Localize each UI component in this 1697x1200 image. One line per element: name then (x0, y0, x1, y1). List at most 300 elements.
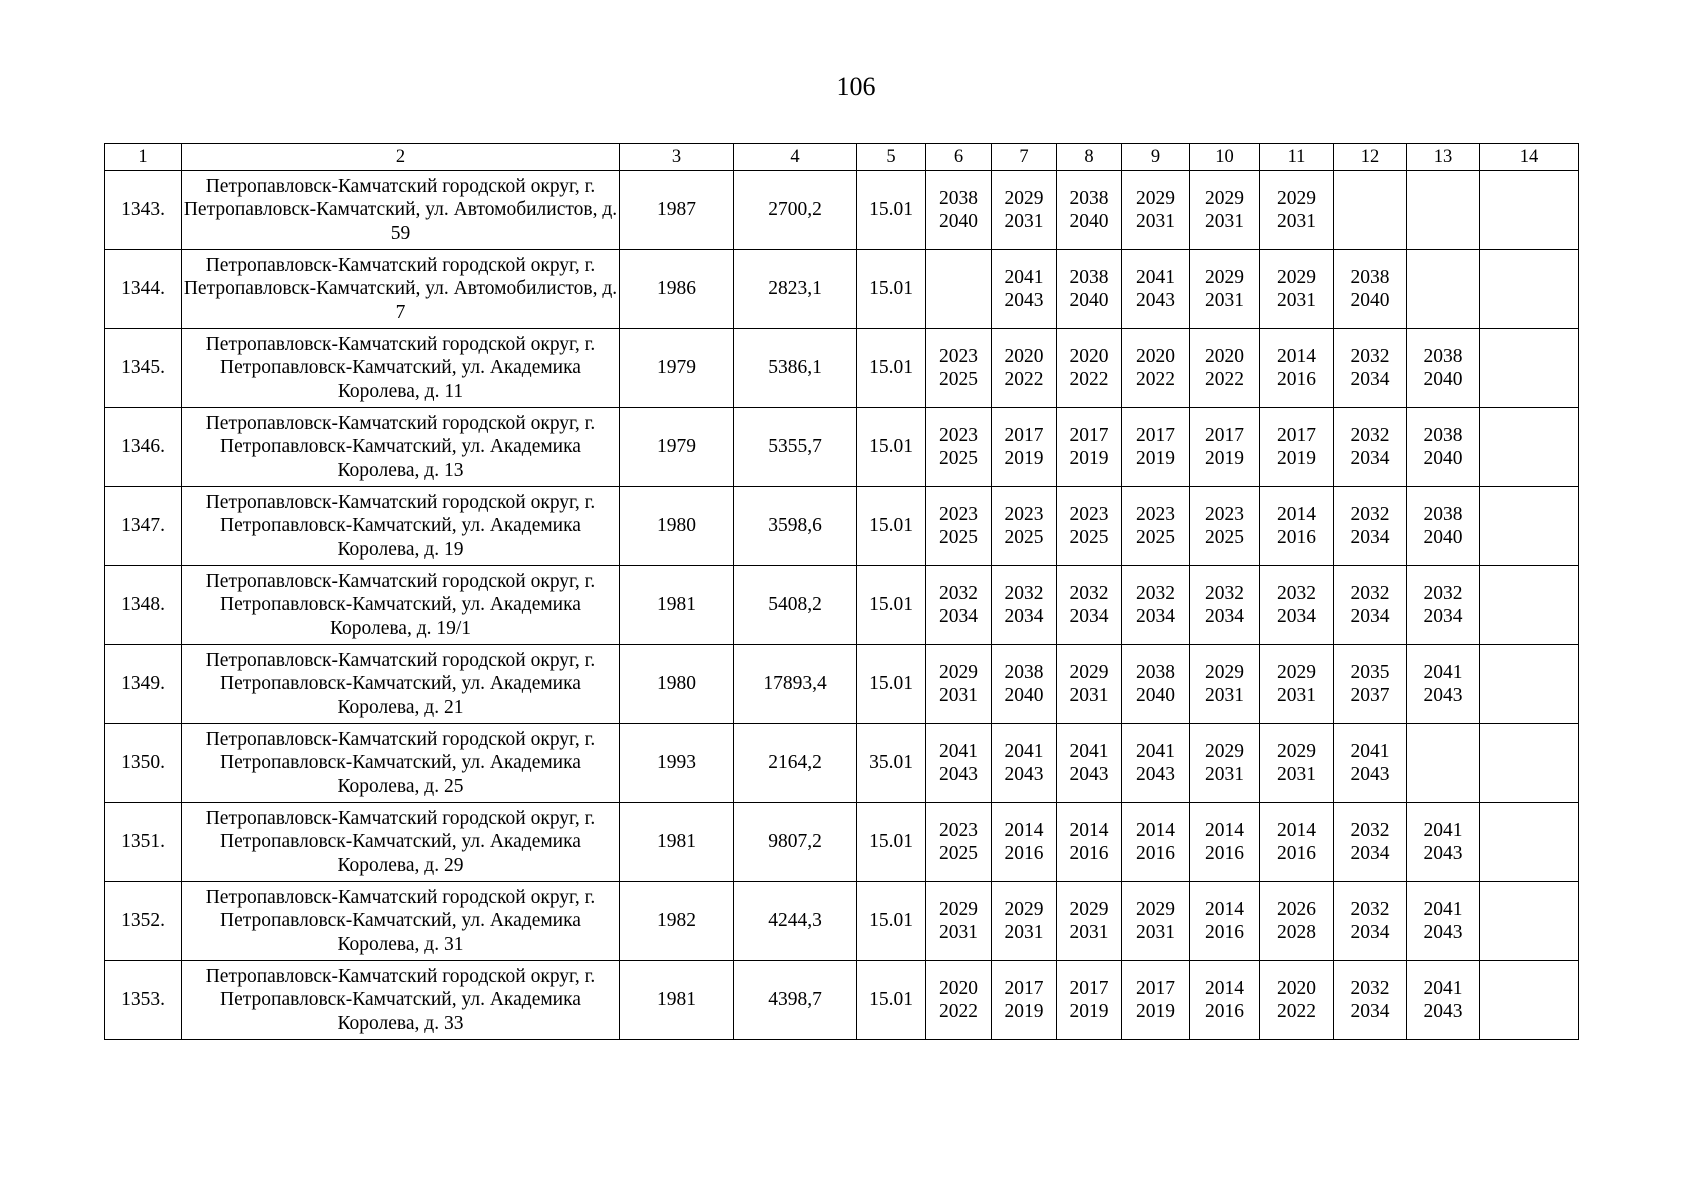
term-end: 2019 (1069, 1001, 1109, 1022)
term-end: 2031 (1205, 211, 1244, 232)
year-cell: 1979 (620, 329, 734, 408)
column-header: 9 (1122, 144, 1190, 171)
code-cell: 15.01 (857, 408, 926, 487)
term-start: 2032 (1350, 819, 1390, 841)
table-row (105, 329, 1579, 408)
table-row (105, 408, 1579, 487)
term-cell (992, 882, 1057, 961)
year-cell: 1980 (620, 645, 734, 724)
term-end: 2025 (1004, 527, 1044, 548)
row-number: 1346. (105, 408, 182, 487)
term-start: 2014 (1277, 503, 1316, 525)
term-cell (1480, 329, 1579, 408)
term-start: 2038 (1069, 266, 1109, 288)
term-end: 2031 (1136, 211, 1175, 232)
term-start: 2041 (1423, 661, 1463, 683)
row-number: 1348. (105, 566, 182, 645)
term-start: 2041 (939, 740, 978, 762)
term-cell (1480, 882, 1579, 961)
term-start: 2029 (1004, 898, 1044, 920)
term-start: 2023 (939, 424, 978, 446)
term-end: 2028 (1277, 922, 1316, 943)
area-cell: 4244,3 (734, 882, 857, 961)
term-end: 2031 (1277, 290, 1316, 311)
term-end: 2043 (1350, 764, 1390, 785)
term-cell (1480, 645, 1579, 724)
term-end: 2040 (1069, 211, 1109, 232)
code-cell: 15.01 (857, 882, 926, 961)
term-cell (1480, 724, 1579, 803)
term-start: 2029 (1277, 740, 1316, 762)
term-end: 2031 (1277, 764, 1316, 785)
term-end: 2019 (1205, 448, 1244, 469)
term-cell (1057, 329, 1122, 408)
term-cell (1480, 566, 1579, 645)
row-number: 1347. (105, 487, 182, 566)
term-cell (1407, 803, 1480, 882)
term-end: 2034 (1069, 606, 1109, 627)
term-start: 2032 (1350, 503, 1390, 525)
area-cell: 5386,1 (734, 329, 857, 408)
term-start: 2014 (1205, 819, 1244, 841)
term-end: 2016 (1004, 843, 1044, 864)
term-cell (1190, 803, 1260, 882)
term-start: 2029 (1136, 187, 1175, 209)
term-end: 2022 (1069, 369, 1109, 390)
term-cell (1057, 487, 1122, 566)
term-end: 2016 (1136, 843, 1175, 864)
term-end: 2040 (939, 211, 978, 232)
term-cell (1260, 250, 1334, 329)
term-start: 2029 (1277, 187, 1316, 209)
address-cell: Петропавловск-Камчатский городской округ, г. Петропавловск-Камчатский, ул. Академика Королева, д. 19/1 (182, 566, 620, 645)
term-end: 2016 (1205, 1001, 1244, 1022)
row-number: 1349. (105, 645, 182, 724)
column-header: 4 (734, 144, 857, 171)
term-cell (1122, 250, 1190, 329)
term-cell (1407, 645, 1480, 724)
term-start: 2032 (1350, 898, 1390, 920)
term-start: 2029 (1069, 661, 1109, 683)
term-cell (1122, 171, 1190, 250)
term-cell (1057, 882, 1122, 961)
address-cell: Петропавловск-Камчатский городской округ, г. Петропавловск-Камчатский, ул. Академика Королева, д. 33 (182, 961, 620, 1040)
address-cell: Петропавловск-Камчатский городской округ, г. Петропавловск-Камчатский, ул. Академика Королева, д. 21 (182, 645, 620, 724)
term-end: 2031 (1004, 211, 1044, 232)
term-end: 2031 (1136, 922, 1175, 943)
term-end: 2022 (1277, 1001, 1316, 1022)
term-cell (926, 645, 992, 724)
term-cell (1334, 882, 1407, 961)
column-header: 11 (1260, 144, 1334, 171)
area-cell: 5408,2 (734, 566, 857, 645)
term-cell (1407, 961, 1480, 1040)
table-row (105, 803, 1579, 882)
table-row (105, 961, 1579, 1040)
column-header: 14 (1480, 144, 1579, 171)
term-start: 2038 (1423, 345, 1463, 367)
term-start: 2035 (1350, 661, 1390, 683)
term-start: 2029 (1205, 740, 1244, 762)
table-header-row (105, 144, 1579, 171)
term-cell (1407, 566, 1480, 645)
term-end: 2019 (1004, 1001, 1044, 1022)
term-cell (1334, 803, 1407, 882)
term-cell (1407, 724, 1480, 803)
term-start: 2032 (1069, 582, 1109, 604)
term-end: 2019 (1069, 448, 1109, 469)
term-cell (1260, 645, 1334, 724)
term-start: 2017 (1004, 977, 1044, 999)
address-cell: Петропавловск-Камчатский городской округ, г. Петропавловск-Камчатский, ул. Академика Королева, д. 11 (182, 329, 620, 408)
term-cell (1334, 961, 1407, 1040)
row-number: 1344. (105, 250, 182, 329)
term-end: 2040 (1004, 685, 1044, 706)
term-end: 2034 (1350, 1001, 1390, 1022)
term-end: 2034 (1350, 369, 1390, 390)
term-start: 2041 (1350, 740, 1390, 762)
row-number: 1350. (105, 724, 182, 803)
term-end: 2043 (1136, 764, 1175, 785)
term-end: 2016 (1069, 843, 1109, 864)
row-number: 1352. (105, 882, 182, 961)
term-cell (992, 566, 1057, 645)
term-end: 2040 (1136, 685, 1175, 706)
column-header: 3 (620, 144, 734, 171)
term-end: 2034 (1350, 527, 1390, 548)
code-cell: 15.01 (857, 329, 926, 408)
code-cell: 15.01 (857, 171, 926, 250)
term-cell (926, 250, 992, 329)
term-end: 2043 (1136, 290, 1175, 311)
term-cell (992, 961, 1057, 1040)
area-cell: 2164,2 (734, 724, 857, 803)
term-cell (1407, 171, 1480, 250)
row-number: 1345. (105, 329, 182, 408)
term-cell (1334, 487, 1407, 566)
code-cell: 15.01 (857, 250, 926, 329)
table-row (105, 566, 1579, 645)
term-start: 2032 (1136, 582, 1175, 604)
address-cell: Петропавловск-Камчатский городской округ, г. Петропавловск-Камчатский, ул. Академика Королева, д. 29 (182, 803, 620, 882)
term-end: 2025 (1205, 527, 1244, 548)
term-cell (1057, 645, 1122, 724)
term-start: 2020 (939, 977, 978, 999)
area-cell: 4398,7 (734, 961, 857, 1040)
term-end: 2031 (1205, 764, 1244, 785)
term-cell (1334, 645, 1407, 724)
code-cell: 15.01 (857, 645, 926, 724)
term-cell (1260, 882, 1334, 961)
term-start: 2038 (1423, 503, 1463, 525)
term-end: 2016 (1277, 843, 1316, 864)
term-cell (1260, 171, 1334, 250)
term-cell (1334, 250, 1407, 329)
column-header: 1 (105, 144, 182, 171)
term-cell (1190, 724, 1260, 803)
term-cell (1260, 724, 1334, 803)
term-start: 2023 (1069, 503, 1109, 525)
term-cell (1057, 803, 1122, 882)
term-start: 2029 (1277, 661, 1316, 683)
term-end: 2031 (1205, 685, 1244, 706)
term-cell (926, 329, 992, 408)
term-cell (1122, 803, 1190, 882)
year-cell: 1981 (620, 566, 734, 645)
term-cell (1190, 645, 1260, 724)
term-cell (926, 408, 992, 487)
column-header: 7 (992, 144, 1057, 171)
term-cell (926, 882, 992, 961)
term-cell (1260, 408, 1334, 487)
term-cell (1122, 329, 1190, 408)
term-start: 2017 (1069, 977, 1109, 999)
term-end: 2031 (1205, 290, 1244, 311)
term-cell (992, 724, 1057, 803)
column-header: 10 (1190, 144, 1260, 171)
term-start: 2023 (1136, 503, 1175, 525)
term-start: 2020 (1205, 345, 1244, 367)
term-cell (926, 566, 992, 645)
term-start: 2014 (1004, 819, 1044, 841)
year-cell: 1981 (620, 803, 734, 882)
term-cell (926, 961, 992, 1040)
column-header: 5 (857, 144, 926, 171)
term-cell (1260, 961, 1334, 1040)
term-cell (1190, 250, 1260, 329)
term-end: 2031 (1004, 922, 1044, 943)
term-start: 2041 (1004, 266, 1044, 288)
term-cell (992, 645, 1057, 724)
term-cell (1057, 961, 1122, 1040)
term-start: 2029 (939, 898, 978, 920)
term-cell (1122, 724, 1190, 803)
term-end: 2022 (1205, 369, 1244, 390)
term-start: 2032 (1205, 582, 1244, 604)
term-start: 2014 (1277, 819, 1316, 841)
term-end: 2034 (1277, 606, 1316, 627)
row-number: 1343. (105, 171, 182, 250)
data-table (104, 143, 1579, 1040)
term-cell (1190, 171, 1260, 250)
term-end: 2040 (1350, 290, 1390, 311)
term-cell (1407, 487, 1480, 566)
term-end: 2025 (939, 369, 978, 390)
year-cell: 1982 (620, 882, 734, 961)
term-end: 2031 (1277, 685, 1316, 706)
table-row (105, 645, 1579, 724)
term-start: 2041 (1136, 266, 1175, 288)
term-cell (926, 724, 992, 803)
term-start: 2014 (1277, 345, 1316, 367)
term-end: 2037 (1350, 685, 1390, 706)
area-cell: 3598,6 (734, 487, 857, 566)
term-end: 2019 (1277, 448, 1316, 469)
area-cell: 9807,2 (734, 803, 857, 882)
term-start: 2038 (1350, 266, 1390, 288)
term-end: 2034 (1136, 606, 1175, 627)
term-start: 2017 (1277, 424, 1316, 446)
term-start: 2029 (1069, 898, 1109, 920)
term-cell (1480, 961, 1579, 1040)
term-cell (1407, 408, 1480, 487)
term-cell (1407, 329, 1480, 408)
code-cell: 15.01 (857, 961, 926, 1040)
table-row (105, 487, 1579, 566)
address-cell: Петропавловск-Камчатский городской округ, г. Петропавловск-Камчатский, ул. Академика Королева, д. 19 (182, 487, 620, 566)
term-cell (1480, 803, 1579, 882)
term-end: 2022 (939, 1001, 978, 1022)
term-cell (1334, 566, 1407, 645)
term-start: 2032 (1350, 345, 1390, 367)
term-end: 2043 (1423, 922, 1463, 943)
term-cell (1190, 329, 1260, 408)
area-cell: 5355,7 (734, 408, 857, 487)
term-end: 2040 (1423, 448, 1463, 469)
term-end: 2043 (1004, 764, 1044, 785)
address-cell: Петропавловск-Камчатский городской округ, г. Петропавловск-Камчатский, ул. Автомобилистов, д. 7 (182, 250, 620, 329)
term-start: 2026 (1277, 898, 1316, 920)
term-cell (1122, 487, 1190, 566)
term-end: 2040 (1423, 369, 1463, 390)
term-start: 2038 (1423, 424, 1463, 446)
term-start: 2032 (939, 582, 978, 604)
code-cell: 35.01 (857, 724, 926, 803)
term-end: 2025 (939, 843, 978, 864)
term-end: 2034 (1004, 606, 1044, 627)
term-start: 2014 (1069, 819, 1109, 841)
term-end: 2034 (1350, 606, 1390, 627)
table-row (105, 250, 1579, 329)
term-start: 2038 (1069, 187, 1109, 209)
term-start: 2020 (1069, 345, 1109, 367)
term-cell (926, 487, 992, 566)
term-start: 2017 (1004, 424, 1044, 446)
term-start: 2017 (1136, 977, 1175, 999)
term-cell (1190, 487, 1260, 566)
column-header: 6 (926, 144, 992, 171)
term-start: 2038 (1136, 661, 1175, 683)
row-number: 1351. (105, 803, 182, 882)
term-start: 2029 (1277, 266, 1316, 288)
term-end: 2043 (1423, 685, 1463, 706)
term-start: 2017 (1205, 424, 1244, 446)
term-end: 2031 (1069, 685, 1109, 706)
term-cell (1260, 329, 1334, 408)
term-start: 2032 (1350, 977, 1390, 999)
term-cell (1480, 171, 1579, 250)
table-row (105, 724, 1579, 803)
term-end: 2034 (1205, 606, 1244, 627)
term-end: 2031 (939, 922, 978, 943)
term-cell (992, 329, 1057, 408)
term-end: 2043 (1423, 1001, 1463, 1022)
term-cell (992, 250, 1057, 329)
term-start: 2014 (1205, 898, 1244, 920)
term-cell (1190, 882, 1260, 961)
column-header: 8 (1057, 144, 1122, 171)
term-cell (1190, 408, 1260, 487)
term-cell (1122, 566, 1190, 645)
term-start: 2032 (1004, 582, 1044, 604)
term-start: 2029 (1004, 187, 1044, 209)
term-cell (1122, 645, 1190, 724)
term-cell (1260, 566, 1334, 645)
term-start: 2017 (1136, 424, 1175, 446)
year-cell: 1987 (620, 171, 734, 250)
term-start: 2023 (939, 819, 978, 841)
term-end: 2034 (1350, 922, 1390, 943)
term-start: 2020 (1004, 345, 1044, 367)
row-number: 1353. (105, 961, 182, 1040)
term-cell (992, 487, 1057, 566)
term-end: 2043 (1423, 843, 1463, 864)
term-end: 2031 (1069, 922, 1109, 943)
term-start: 2032 (1350, 424, 1390, 446)
term-start: 2029 (939, 661, 978, 683)
term-start: 2023 (1205, 503, 1244, 525)
term-cell (1334, 724, 1407, 803)
term-cell (992, 408, 1057, 487)
term-start: 2029 (1136, 898, 1175, 920)
term-start: 2023 (939, 503, 978, 525)
area-cell: 2823,1 (734, 250, 857, 329)
term-cell (1480, 250, 1579, 329)
term-end: 2016 (1205, 922, 1244, 943)
term-start: 2023 (939, 345, 978, 367)
code-cell: 15.01 (857, 803, 926, 882)
term-cell (1334, 171, 1407, 250)
table-row (105, 171, 1579, 250)
term-end: 2034 (1423, 606, 1463, 627)
term-end: 2025 (939, 527, 978, 548)
term-start: 2032 (1350, 582, 1390, 604)
term-end: 2034 (939, 606, 978, 627)
term-cell (1122, 882, 1190, 961)
term-cell (1057, 724, 1122, 803)
term-cell (1190, 961, 1260, 1040)
term-start: 2023 (1004, 503, 1044, 525)
term-end: 2016 (1277, 527, 1316, 548)
year-cell: 1993 (620, 724, 734, 803)
term-start: 2038 (1004, 661, 1044, 683)
code-cell: 15.01 (857, 487, 926, 566)
term-cell (1122, 408, 1190, 487)
term-end: 2022 (1004, 369, 1044, 390)
address-cell: Петропавловск-Камчатский городской округ, г. Петропавловск-Камчатский, ул. Академика Королева, д. 31 (182, 882, 620, 961)
term-end: 2016 (1205, 843, 1244, 864)
term-start: 2014 (1205, 977, 1244, 999)
term-end: 2040 (1069, 290, 1109, 311)
year-cell: 1979 (620, 408, 734, 487)
term-end: 2019 (1136, 448, 1175, 469)
term-cell (1480, 408, 1579, 487)
term-cell (926, 171, 992, 250)
page-number: 106 (836, 72, 876, 101)
term-end: 2043 (1004, 290, 1044, 311)
term-start: 2041 (1004, 740, 1044, 762)
term-cell (1334, 408, 1407, 487)
term-cell (1057, 408, 1122, 487)
term-cell (1057, 250, 1122, 329)
term-start: 2032 (1423, 582, 1463, 604)
term-cell (992, 171, 1057, 250)
term-cell (1057, 566, 1122, 645)
term-cell (1407, 250, 1480, 329)
term-end: 2025 (1069, 527, 1109, 548)
term-start: 2020 (1136, 345, 1175, 367)
term-end: 2034 (1350, 843, 1390, 864)
